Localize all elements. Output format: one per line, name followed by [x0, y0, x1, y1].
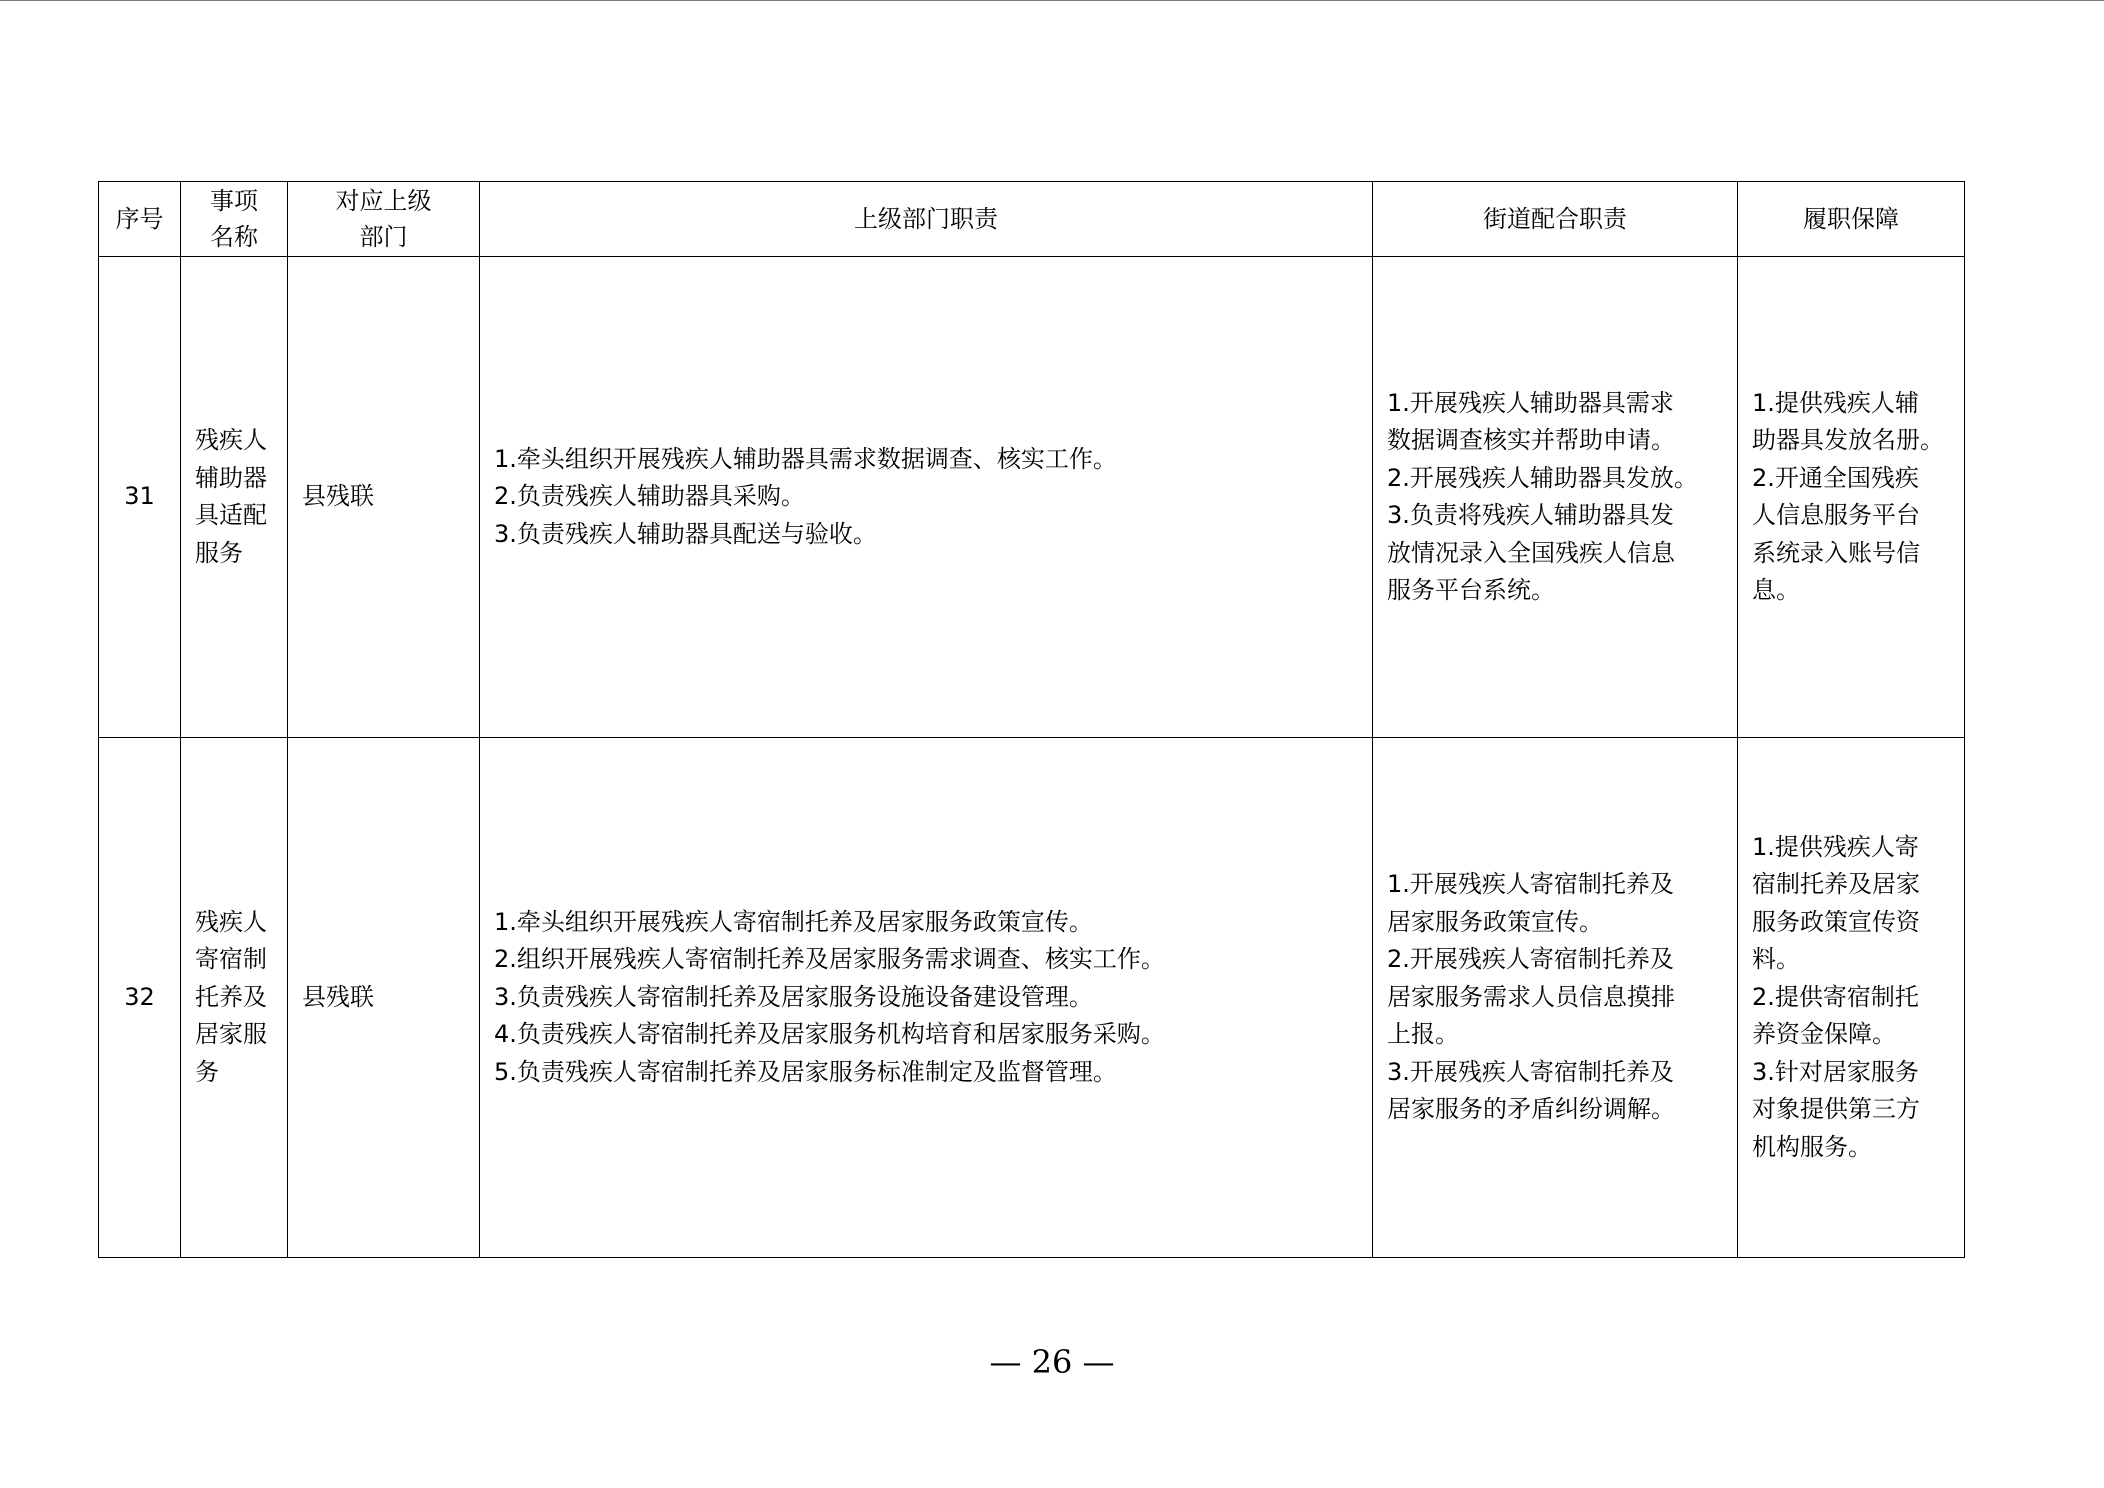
item-name-line: 托养及: [195, 982, 267, 1011]
street-duty-line: 2.开展残疾人辅助器具发放。: [1387, 463, 1698, 492]
street-duty-line: 居家服务需求人员信息摸排: [1387, 982, 1675, 1011]
table-row: [99, 738, 1965, 1258]
item-name-line: 居家服: [195, 1020, 267, 1049]
serial-number-cell: 31: [99, 257, 181, 738]
street-duty-line: 数据调查核实并帮助申请。: [1387, 426, 1675, 454]
item-name-line: 残疾人: [195, 426, 267, 454]
guarantee-line: 2.开通全国残疾: [1752, 463, 1919, 492]
street-duty-line: 3.负责将残疾人辅助器具发: [1387, 501, 1674, 529]
header-upper-department-line: 对应上级: [335, 187, 432, 215]
street-duty-line: 上报。: [1387, 1020, 1459, 1049]
header-item-name-line: 事项: [210, 187, 258, 215]
item-name-line: 服务: [195, 538, 243, 567]
item-name-line: 残疾人: [195, 907, 267, 936]
item-name-line: 具适配: [195, 501, 267, 529]
guarantee-line: 2.提供寄宿制托: [1752, 982, 1919, 1011]
item-name-line: 务: [195, 1057, 219, 1086]
guarantee-line: 1.提供残疾人寄: [1752, 832, 1919, 861]
header-guarantee: 履职保障: [1738, 182, 1965, 257]
item-name-cell: [181, 257, 288, 738]
header-upper-department: [288, 182, 480, 257]
table-header-row: [99, 182, 1965, 257]
upper-duty-item: 1.牵头组织开展残疾人辅助器具需求数据调查、核实工作。: [494, 444, 1117, 473]
header-item-name-line: 名称: [210, 223, 258, 251]
header-street-duties: 街道配合职责: [1373, 182, 1738, 257]
guarantee-line: 1.提供残疾人辅: [1752, 388, 1919, 417]
guarantee-line: 人信息服务平台: [1752, 501, 1920, 529]
guarantee-line: 服务政策宣传资: [1752, 907, 1920, 936]
upper-duties-cell: [480, 738, 1373, 1258]
department-cell: 县残联: [288, 257, 480, 738]
table-row: [99, 257, 1965, 738]
item-name-cell: [181, 738, 288, 1258]
top-border-rule: [0, 0, 2104, 1]
header-serial-number: 序号: [99, 182, 181, 257]
upper-duty-item: 1.牵头组织开展残疾人寄宿制托养及居家服务政策宣传。: [494, 907, 1093, 936]
duty-table: [98, 181, 1965, 1258]
upper-duties-cell: [480, 257, 1373, 738]
item-name-line: 辅助器: [195, 463, 267, 492]
street-duty-line: 3.开展残疾人寄宿制托养及: [1387, 1057, 1674, 1086]
upper-duty-item: 2.组织开展残疾人寄宿制托养及居家服务需求调查、核实工作。: [494, 945, 1165, 974]
street-duties-cell: [1373, 257, 1738, 738]
upper-duty-item: 3.负责残疾人辅助器具配送与验收。: [494, 519, 877, 548]
page-number: — 26 —: [989, 1343, 1115, 1381]
street-duty-line: 居家服务政策宣传。: [1387, 907, 1603, 936]
upper-duty-item: 5.负责残疾人寄宿制托养及居家服务标准制定及监督管理。: [494, 1057, 1117, 1086]
guarantee-line: 料。: [1752, 945, 1800, 974]
guarantee-line: 养资金保障。: [1752, 1020, 1896, 1049]
guarantee-line: 系统录入账号信: [1752, 538, 1920, 567]
street-duties-cell: [1373, 738, 1738, 1258]
header-item-name: [181, 182, 288, 257]
header-upper-department-line: 部门: [359, 223, 408, 251]
street-duty-line: 1.开展残疾人寄宿制托养及: [1387, 870, 1674, 899]
guarantee-line: 对象提供第三方: [1752, 1095, 1920, 1124]
guarantee-line: 助器具发放名册。: [1752, 426, 1944, 454]
header-upper-duties: 上级部门职责: [480, 182, 1373, 257]
street-duty-line: 2.开展残疾人寄宿制托养及: [1387, 945, 1674, 974]
guarantee-line: 机构服务。: [1752, 1132, 1872, 1161]
upper-duty-item: 3.负责残疾人寄宿制托养及居家服务设施设备建设管理。: [494, 982, 1093, 1011]
department-cell: 县残联: [288, 738, 480, 1258]
upper-duty-item: 2.负责残疾人辅助器具采购。: [494, 482, 805, 511]
guarantee-line: 宿制托养及居家: [1752, 870, 1920, 899]
serial-number-cell: 32: [99, 738, 181, 1258]
street-duty-line: 1.开展残疾人辅助器具需求: [1387, 388, 1674, 417]
guarantee-cell: [1738, 257, 1965, 738]
item-name-line: 寄宿制: [195, 945, 267, 974]
guarantee-line: 3.针对居家服务: [1752, 1057, 1919, 1086]
street-duty-line: 居家服务的矛盾纠纷调解。: [1387, 1095, 1675, 1124]
street-duty-line: 放情况录入全国残疾人信息: [1387, 538, 1675, 567]
street-duty-line: 服务平台系统。: [1387, 576, 1555, 604]
guarantee-cell: [1738, 738, 1965, 1258]
guarantee-line: 息。: [1752, 576, 1800, 604]
upper-duty-item: 4.负责残疾人寄宿制托养及居家服务机构培育和居家服务采购。: [494, 1020, 1165, 1049]
